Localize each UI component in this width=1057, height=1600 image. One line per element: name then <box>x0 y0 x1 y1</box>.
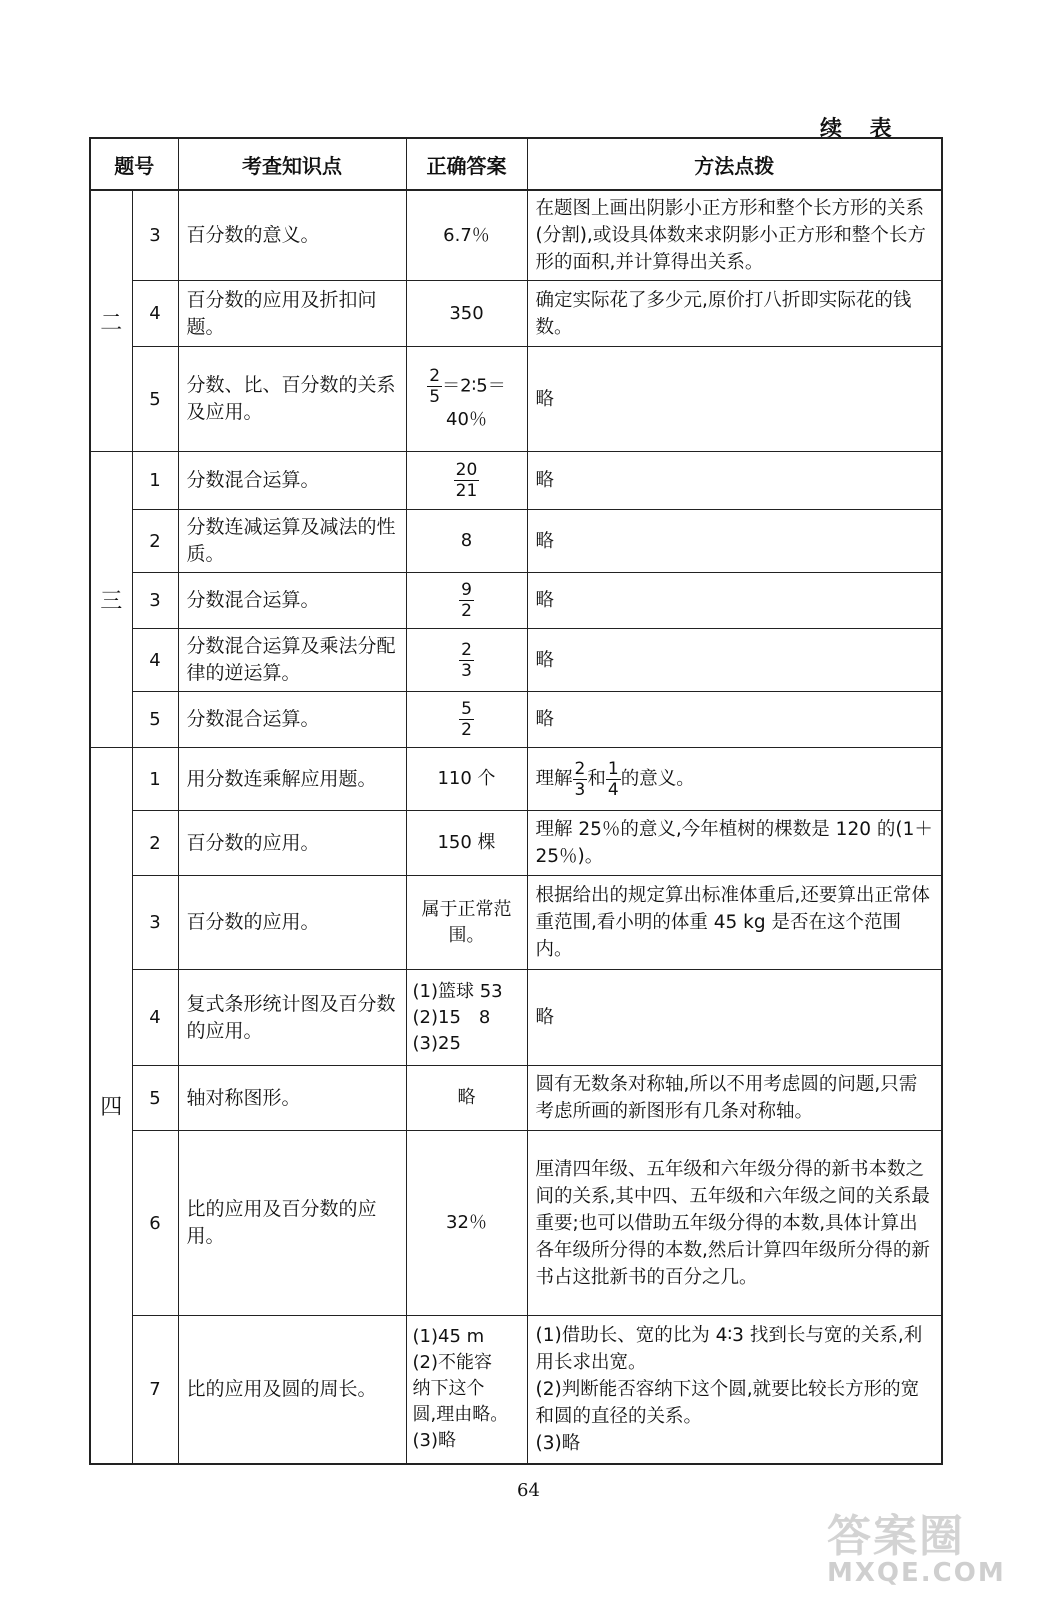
table-row <box>90 1066 942 1131</box>
row-answer <box>406 692 527 748</box>
page-number: 64 <box>517 1480 540 1501</box>
row-answer: 8 <box>406 510 527 573</box>
row-knowledge: 分数、比、百分数的关系及应用。 <box>178 347 406 452</box>
row-method: (1)借助长、宽的比为 4∶3 找到长与宽的关系,利用长求出宽。 (2)判断能否容纳下这个圆,就要比较长方形的宽和圆的直径的关系。 (3)略 <box>527 1316 942 1464</box>
table-row <box>90 692 942 748</box>
section-three: 三 <box>90 452 132 748</box>
row-answer: 6.7％ <box>406 190 527 281</box>
table-row <box>90 748 942 811</box>
row-method: 根据给出的规定算出标准体重后,还要算出正常体重范围,看小明的体重 45 kg 是否在这个范围内。 <box>527 876 942 970</box>
row-num: 3 <box>132 573 178 629</box>
watermark-logo: 答案圈 MXQE.COM <box>827 1511 1006 1588</box>
method-fraction: $\frac{1}{4}$ <box>607 758 619 800</box>
answer-fraction: $\frac{2}{5}$ <box>429 365 441 407</box>
table-row <box>90 876 942 970</box>
table-row <box>90 1131 942 1316</box>
row-knowledge: 分数混合运算及乘法分配律的逆运算。 <box>178 629 406 692</box>
table-row <box>90 347 942 452</box>
row-num: 4 <box>132 970 178 1066</box>
row-method: 在题图上画出阴影小正方形和整个长方形的关系(分割),或设具体数来求阴影小正方形和整个长方形的面积,并计算得出关系。 <box>527 190 942 281</box>
answer-table <box>89 137 943 1465</box>
row-answer: 32％ <box>406 1131 527 1316</box>
header-method: 方法点拨 <box>527 138 942 190</box>
header-qnum: 题号 <box>90 138 178 190</box>
row-knowledge: 比的应用及百分数的应用。 <box>178 1131 406 1316</box>
row-method: 理解 25％的意义,今年植树的棵数是 120 的(1＋25％)。 <box>527 811 942 876</box>
row-num: 5 <box>132 1066 178 1131</box>
row-num: 5 <box>132 347 178 452</box>
row-method: 确定实际花了多少元,原价打八折即实际花的钱数。 <box>527 281 942 347</box>
row-num: 3 <box>132 876 178 970</box>
row-answer: (1)45 m (2)不能容 纳下这个 圆,理由略。 (3)略 <box>406 1316 527 1464</box>
answer-fraction: $\frac{9}{2}$ <box>461 580 472 621</box>
row-method: 略 <box>527 629 942 692</box>
row-knowledge: 分数连减运算及减法的性质。 <box>178 510 406 573</box>
row-method: 略 <box>527 452 942 510</box>
row-knowledge: 分数混合运算。 <box>178 573 406 629</box>
table-row <box>90 452 942 510</box>
row-method: 厘清四年级、五年级和六年级分得的新书本数之间的关系,其中四、五年级和六年级之间的关系最重要;也可以借助五年级分得的本数,具体计算出各年级所分得的本数,然后计算四年级所分得的新书占这批新书的百分之几。 <box>527 1131 942 1316</box>
row-answer <box>406 573 527 629</box>
row-num: 2 <box>132 811 178 876</box>
row-method: 圆有无数条对称轴,所以不用考虑圆的问题,只需考虑所画的新图形有几条对称轴。 <box>527 1066 942 1131</box>
row-answer: 属于正常范围。 <box>406 876 527 970</box>
row-answer: $\frac{2}{5}$ ＝2∶5＝ 40％ <box>406 347 527 452</box>
table-row <box>90 629 942 692</box>
row-answer: (1)篮球 53 (2)15 8 (3)25 <box>406 970 527 1066</box>
table-row <box>90 510 942 573</box>
table-row <box>90 970 942 1066</box>
row-num: 6 <box>132 1131 178 1316</box>
method-fraction: $\frac{2}{3}$ <box>574 758 586 800</box>
row-method: 略 <box>527 347 942 452</box>
answer-fraction: $\frac{20}{21}$ <box>455 460 478 501</box>
row-knowledge: 百分数的应用。 <box>178 811 406 876</box>
row-answer: 略 <box>406 1066 527 1131</box>
row-method: 略 <box>527 970 942 1066</box>
section-two: 二 <box>90 190 132 452</box>
row-knowledge: 复式条形统计图及百分数的应用。 <box>178 970 406 1066</box>
row-knowledge: 百分数的意义。 <box>178 190 406 281</box>
row-method: 略 <box>527 573 942 629</box>
row-num: 4 <box>132 629 178 692</box>
table-row <box>90 281 942 347</box>
section-four: 四 <box>90 748 132 1464</box>
row-knowledge: 百分数的应用及折扣问题。 <box>178 281 406 347</box>
continued-caption: 续 表 <box>820 117 902 142</box>
row-answer: 110 个 <box>406 748 527 811</box>
row-num: 2 <box>132 510 178 573</box>
row-num: 7 <box>132 1316 178 1464</box>
header-knowledge: 考查知识点 <box>178 138 406 190</box>
row-num: 4 <box>132 281 178 347</box>
row-knowledge: 百分数的应用。 <box>178 876 406 970</box>
row-num: 5 <box>132 692 178 748</box>
row-method: 略 <box>527 692 942 748</box>
table-row <box>90 1316 942 1464</box>
row-answer <box>406 629 527 692</box>
row-method: 理解 $\frac{2}{3}$ 和 $\frac{1}{4}$ 的意义。 <box>527 748 942 811</box>
row-method: 略 <box>527 510 942 573</box>
row-num: 1 <box>132 748 178 811</box>
row-num: 3 <box>132 190 178 281</box>
table-row <box>90 190 942 281</box>
row-num: 1 <box>132 452 178 510</box>
answer-fraction: $\frac{2}{3}$ <box>461 639 472 681</box>
row-knowledge: 分数混合运算。 <box>178 452 406 510</box>
row-answer: 350 <box>406 281 527 347</box>
row-answer: 150 棵 <box>406 811 527 876</box>
row-knowledge: 轴对称图形。 <box>178 1066 406 1131</box>
table-row <box>90 811 942 876</box>
table-row <box>90 573 942 629</box>
row-knowledge: 用分数连乘解应用题。 <box>178 748 406 811</box>
row-knowledge: 比的应用及圆的周长。 <box>178 1316 406 1464</box>
row-knowledge: 分数混合运算。 <box>178 692 406 748</box>
header-row <box>90 138 942 190</box>
header-answer: 正确答案 <box>406 138 527 190</box>
answer-fraction: $\frac{5}{2}$ <box>461 699 472 740</box>
row-answer <box>406 452 527 510</box>
